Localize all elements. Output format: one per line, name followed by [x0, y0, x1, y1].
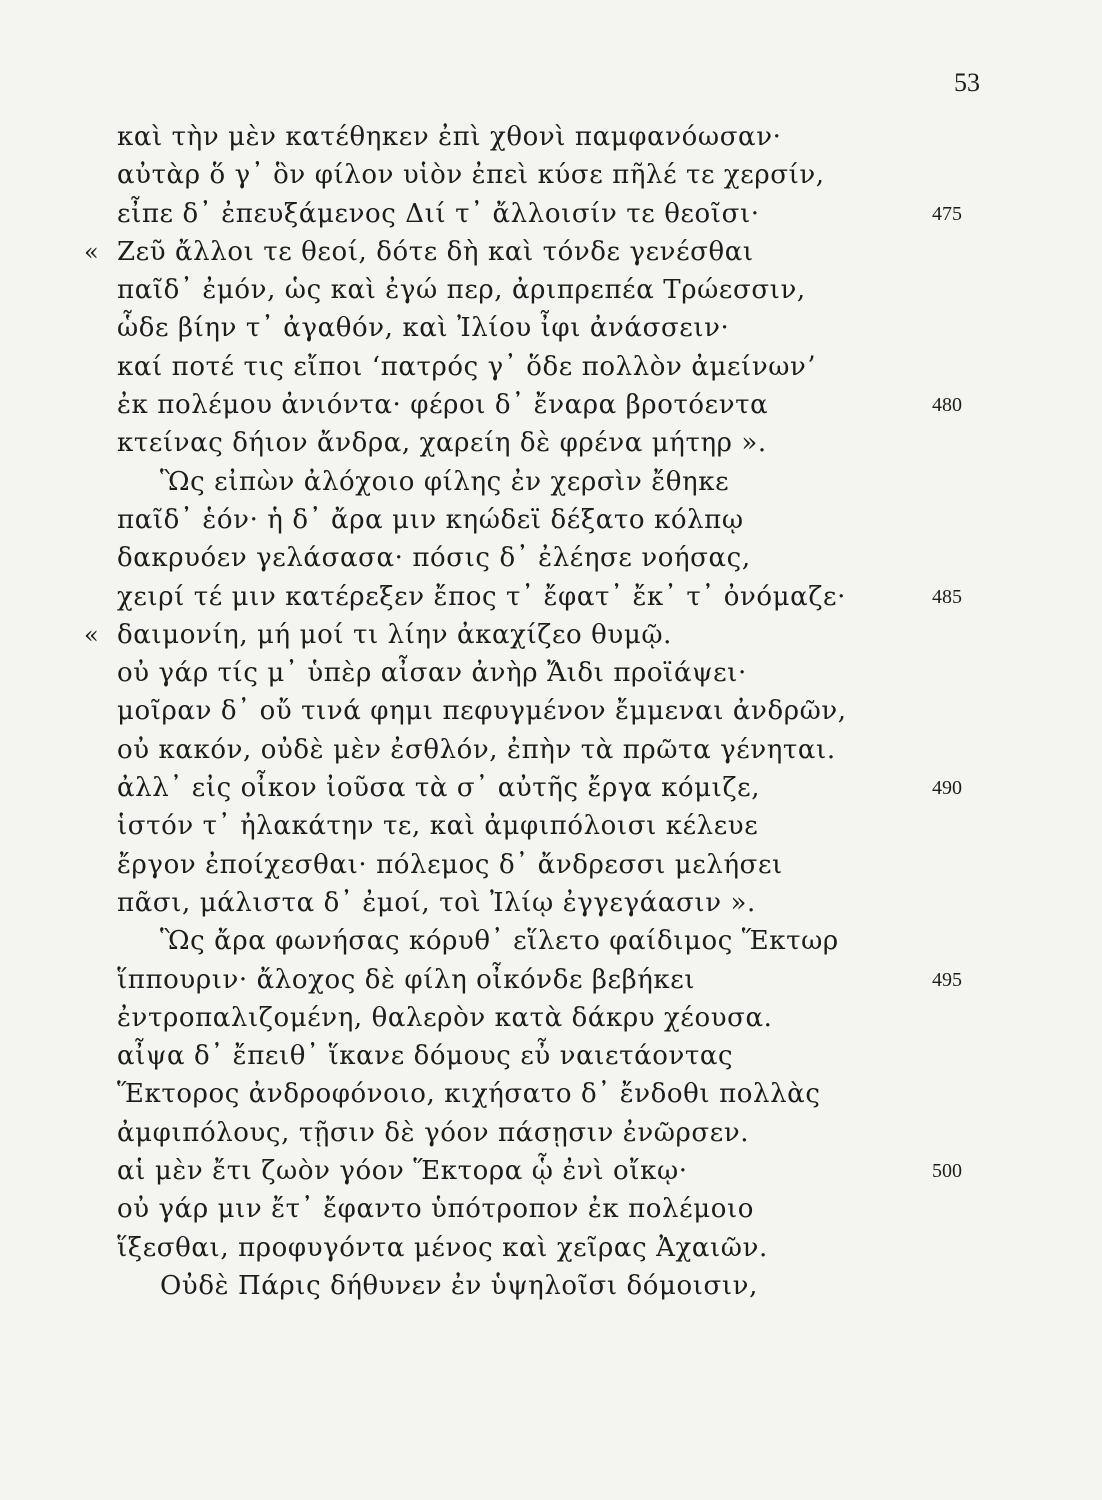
verse-line: [0, 884, 1102, 922]
verse-line: [0, 501, 1102, 539]
verse-line-text: μοῖραν δ᾽ οὔ τινά φημι πεφυγμένον ἔμμεναι ἀνδρῶν,: [117, 696, 847, 727]
verse-line: [0, 1267, 1102, 1305]
verse-line-text: Οὐδὲ Πάρις δήθυνεν ἐν ὑψηλοῖσι δόμοισιν,: [160, 1270, 758, 1301]
verse-line-text: παῖδ᾽ ἐμόν, ὡς καὶ ἐγώ περ, ἀριπρεπέα Τρώεσσιν,: [117, 275, 806, 306]
verse-line: [0, 348, 1102, 386]
verse-line-text: ἵππουριν· ἄλοχος δὲ φίλη οἶκόνδε βεβήκει: [117, 964, 696, 995]
line-number: 485: [932, 585, 962, 608]
verse-line: [0, 922, 1102, 960]
verse-line: [0, 1152, 1102, 1190]
verse-line-text: ἀμφιπόλους, τῇσιν δὲ γόον πάσῃσιν ἐνῶρσεν.: [117, 1117, 750, 1148]
verse-line-text: ἀλλ᾽ εἰς οἶκον ἰοῦσα τὰ σ᾽ αὐτῆς ἔργα κόμιζε,: [117, 773, 761, 804]
verse-line: [0, 1114, 1102, 1152]
verse-line: [0, 578, 1102, 616]
verse-line-text: δακρυόεν γελάσασα· πόσις δ᾽ ἐλέησε νοήσας,: [117, 543, 751, 574]
verse-line: [0, 424, 1102, 462]
verse-line: [0, 539, 1102, 577]
verse-line: [0, 1075, 1102, 1113]
verse-line-text: ἔργον ἐποίχεσθαι· πόλεμος δ᾽ ἄνδρεσσι μελήσει: [117, 849, 783, 880]
opening-quote-mark: «: [84, 620, 99, 649]
verse-line-text: αἱ μὲν ἔτι ζωὸν γόον Ἕκτορα ᾧ ἐνὶ οἴκῳ·: [117, 1156, 688, 1187]
verse-line-text: οὐ γάρ τίς μ᾽ ὑπὲρ αἶσαν ἀνὴρ Ἄιδι προϊάψει·: [117, 658, 747, 689]
verse-line-text: αὐτὰρ ὅ γ᾽ ὃν φίλον υἱὸν ἐπεὶ κύσε πῆλέ τε χερσίν,: [117, 160, 825, 191]
verse-line: [0, 807, 1102, 845]
verse-line: [0, 463, 1102, 501]
line-number: 475: [932, 202, 962, 225]
verse-line: [0, 616, 1102, 654]
verse-line-text: ἐντροπαλιζομένη, θαλερὸν κατὰ δάκρυ χέουσα.: [117, 1002, 773, 1033]
verse-line: [0, 654, 1102, 692]
verse-line: [0, 846, 1102, 884]
line-number: 500: [932, 1160, 962, 1183]
verse-line: [0, 769, 1102, 807]
verse-line: [0, 233, 1102, 271]
verse-line-text: καὶ τὴν μὲν κατέθηκεν ἐπὶ χθονὶ παμφανόωσαν·: [117, 122, 782, 152]
page-number: 53: [954, 68, 980, 97]
line-number: 495: [932, 968, 962, 991]
verse-line: [0, 961, 1102, 999]
verse-line-text: καί ποτέ τις εἴποι ʻπατρός γ᾽ ὅδε πολλὸν ἀμείνωνʼ: [117, 351, 816, 382]
verse-line-text: ἐκ πολέμου ἀνιόντα· φέροι δ᾽ ἔναρα βροτόεντα: [117, 390, 769, 421]
verse-line-text: εἶπε δ᾽ ἐπευξάμενος Διί τ᾽ ἄλλοισίν τε θεοῖσι·: [117, 198, 760, 229]
verse-line-text: οὐ γάρ μιν ἔτ᾽ ἔφαντο ὑπότροπον ἐκ πολέμοιο: [117, 1194, 754, 1225]
verse-line: [0, 692, 1102, 730]
verse-line-text: οὐ κακόν, οὐδὲ μὲν ἐσθλόν, ἐπὴν τὰ πρῶτα γένηται.: [117, 734, 836, 765]
verse-line: [0, 386, 1102, 424]
verse-line: [0, 1037, 1102, 1075]
verse-line-text: ὧδε βίην τ᾽ ἀγαθόν, καὶ Ἰλίου ἶφι ἀνάσσειν·: [117, 313, 730, 344]
verse-line-text: παῖδ᾽ ἑόν· ἡ δ᾽ ἄρα μιν κηώδεϊ δέξατο κόλπῳ: [117, 504, 744, 535]
verse-line-text: Ἕκτορος ἀνδροφόνοιο, κιχήσατο δ᾽ ἔνδοθι πολλὰς: [117, 1079, 821, 1110]
verse-line-text: ἱστόν τ᾽ ἠλακάτην τε, καὶ ἀμφιπόλοισι κέλευε: [117, 811, 759, 842]
verse-line: [0, 1190, 1102, 1228]
verse-line: [0, 156, 1102, 194]
verse-block: [0, 118, 1102, 1305]
verse-line-text: αἶψα δ᾽ ἔπειθ᾽ ἵκανε δόμους εὖ ναιετάοντας: [117, 1041, 734, 1072]
verse-line-text: χειρί τέ μιν κατέρεξεν ἔπος τ᾽ ἔφατ᾽ ἔκ᾽ τ᾽ ὀνόμαζε·: [117, 581, 846, 612]
verse-line-text: δαιμονίη, μή μοί τι λίην ἀκαχίζεο θυμῷ.: [117, 619, 672, 650]
line-number: 490: [932, 777, 962, 800]
verse-line: [0, 195, 1102, 233]
verse-line: [0, 731, 1102, 769]
verse-line-text: Ὣς ἄρα φωνήσας κόρυθ᾽ εἵλετο φαίδιμος Ἕκτωρ: [160, 926, 839, 957]
verse-line-text: Ζεῦ ἄλλοι τε θεοί, δότε δὴ καὶ τόνδε γενέσθαι: [117, 236, 754, 267]
verse-line: [0, 271, 1102, 309]
verse-line: [0, 999, 1102, 1037]
line-number: 480: [932, 394, 962, 417]
verse-line: [0, 1229, 1102, 1267]
verse-line: [0, 118, 1102, 156]
verse-line-text: κτείνας δήιον ἄνδρα, χαρείη δὲ φρένα μήτηρ ».: [117, 428, 767, 459]
verse-line-text: Ὣς εἰπὼν ἀλόχοιο φίλης ἐν χερσὶν ἔθηκε: [160, 466, 730, 497]
verse-line-text: ἵξεσθαι, προφυγόντα μένος καὶ χεῖρας Ἀχαιῶν.: [117, 1232, 768, 1263]
verse-line: [0, 309, 1102, 347]
opening-quote-mark: «: [84, 237, 99, 266]
verse-line-text: πᾶσι, μάλιστα δ᾽ ἐμοί, τοὶ Ἰλίῳ ἐγγεγάασιν ».: [117, 887, 756, 918]
